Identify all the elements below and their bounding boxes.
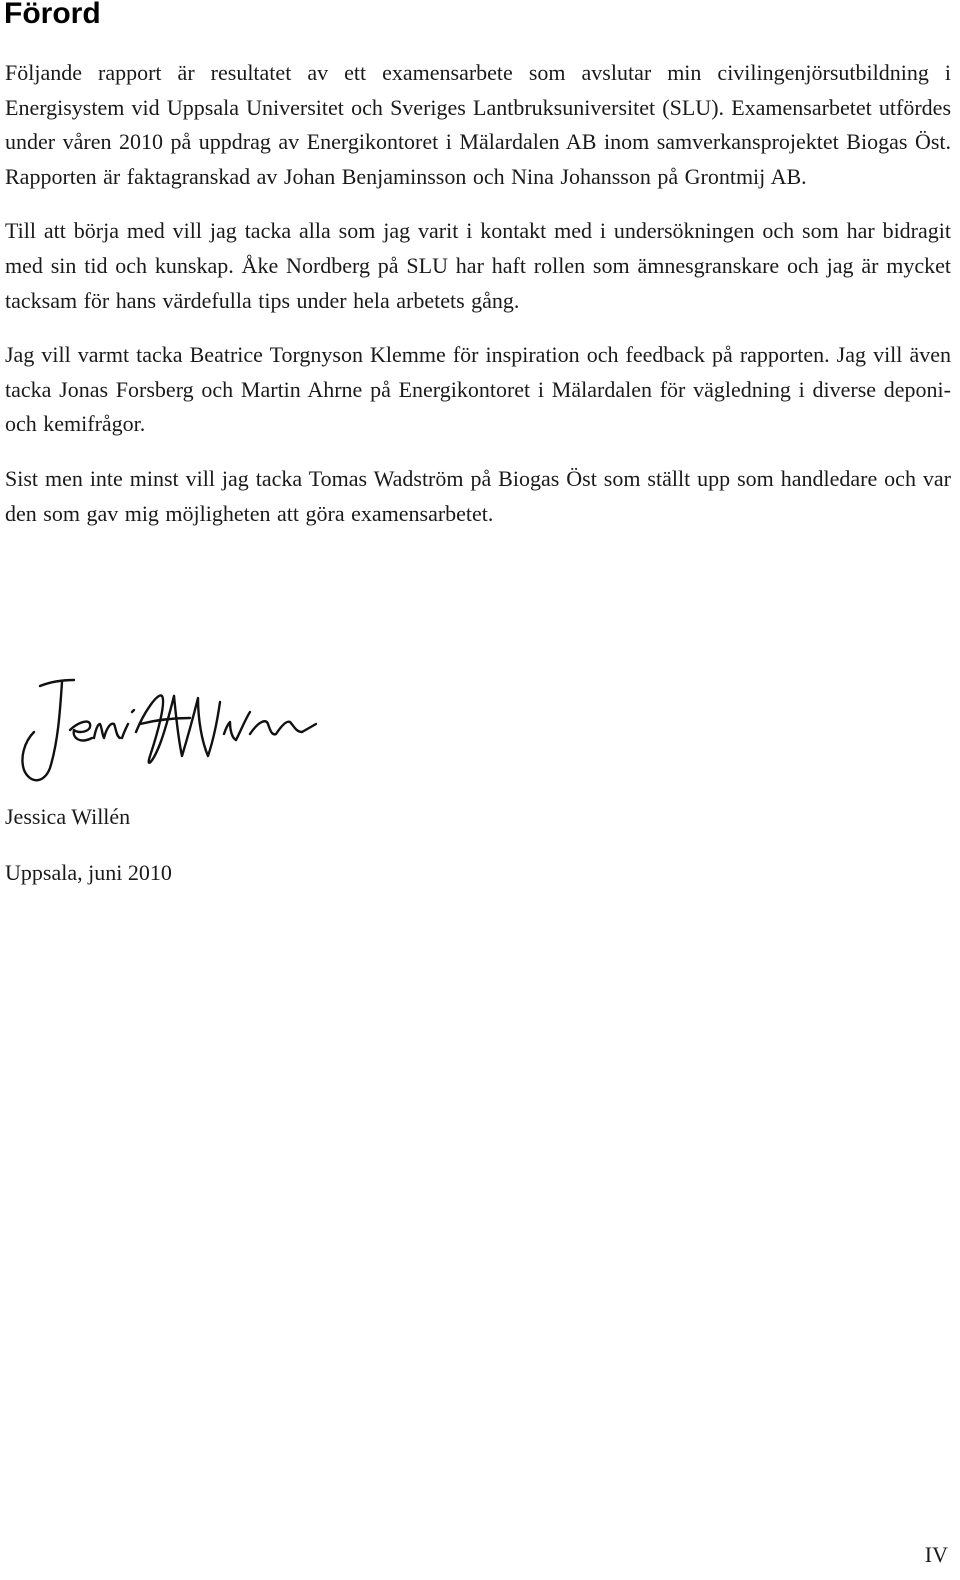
- paragraph-intro: Följande rapport är resultatet av ett examensarbete som avslutar min civilingenjörsutbildning i Energisystem vid Uppsala Universitet och Sveriges Lantbruksuniversitet (SLU). Examensarbetet utfördes under våren 2010 på uppdrag av Energikontoret i Mälardalen AB inom samverkansprojektet Biogas Öst. Rapporten är faktagranskad av Johan Benjaminsson och Nina Johansson på Grontmij AB.: [5, 60, 951, 189]
- paragraph-thanks-feedback: Jag vill varmt tacka Beatrice Torgnyson Klemme för inspiration och feedback på rapporten. Jag vill även tacka Jonas Forsberg och Martin Ahrne på Energikontoret i Mälardalen för vägledning i diverse deponi- och kemifrågor.: [5, 342, 951, 437]
- place-and-date: Uppsala, juni 2010: [5, 860, 172, 885]
- page-number: IV: [924, 1542, 948, 1567]
- signer-name: Jessica Willén: [5, 804, 131, 829]
- page-title: Förord: [4, 0, 101, 30]
- handwritten-signature: [10, 672, 330, 792]
- paragraph-thanks-general: Till att börja med vill jag tacka alla som jag varit i kontakt med i undersökningen och som har bidragit med sin tid och kunskap. Åke Nordberg på SLU har haft rollen som ämnesgranskare och jag är mycket tacksam för hans värdefulla tips under hela arbetets gång.: [5, 218, 951, 313]
- paragraph-thanks-supervisor: Sist men inte minst vill jag tacka Tomas Wadström på Biogas Öst som ställt upp som handledare och var den som gav mig möjligheten att göra examensarbetet.: [5, 465, 951, 526]
- preface-body: [5, 56, 951, 551]
